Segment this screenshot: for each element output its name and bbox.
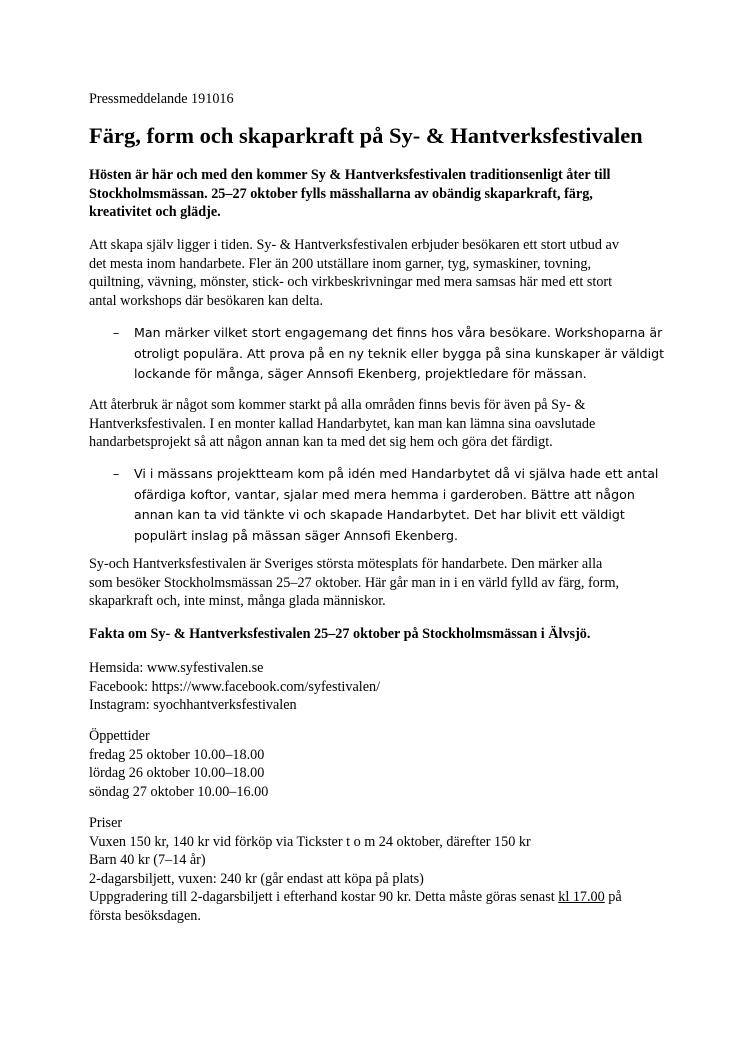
paragraph-line: skaparkraft och, inte minst, många glada människor. <box>89 593 386 609</box>
paragraph-line: antal workshops där besökaren kan delta. <box>89 292 324 309</box>
website-line: Hemsida: www.syfestivalen.se <box>89 660 264 676</box>
quote-line: otroligt populära. Att prova på en ny teknik eller bygga på sina kunskaper är väldigt <box>134 345 665 361</box>
quote-line: ofärdiga koftor, vantar, sjalar med mera hemma i garderoben. Bättre att någon <box>134 486 635 502</box>
hours-line: fredag 25 oktober 10.00–18.00 <box>89 746 265 763</box>
price-line: Vuxen 150 kr, 140 kr vid förköp via Tickster t o m 24 oktober, därefter 150 kr <box>89 833 531 850</box>
paragraph-line: det mesta inom handarbete. Fler än 200 utställare inom garner, tyg, symaskiner, tovning, <box>89 255 591 272</box>
quote-dash: – <box>113 325 120 340</box>
price-line: Barn 40 kr (7–14 år) <box>89 852 206 868</box>
hours-line: lördag 26 oktober 10.00–18.00 <box>89 765 265 781</box>
paragraph-line: Att skapa själv ligger i tiden. Sy- & Hantverksfestivalen erbjuder besökaren ett stort utbud av <box>89 237 619 253</box>
press-label: Pressmeddelande 191016 <box>89 91 234 107</box>
upgrade-time: kl 17.00 <box>558 889 605 905</box>
quote-line: populärt inslag på mässan säger Annsofi Ekenberg. <box>134 527 458 543</box>
paragraph-line: handarbetsprojekt så att någon annan kan ta med det sig hem och göra det färdigt. <box>89 434 553 450</box>
intro-paragraph <box>89 236 669 310</box>
quote-dash: – <box>113 466 120 481</box>
quote-line: annan kan ta vid tänkte vi och skapade Handarbytet. Det har blivit ett väldigt <box>134 507 625 522</box>
upgrade-line <box>89 888 689 907</box>
paragraph-line: som besöker Stockholmsmässan 25–27 oktober. Här går man in i en värld fylld av färg, form, <box>89 574 620 591</box>
quote-line: Man märker vilket stort engagemang det finns hos våra besökare. Workshoparna är <box>134 325 663 340</box>
hours-heading: Öppettider <box>89 728 150 744</box>
lead-line: Stockholmsmässan. 25–27 oktober fylls mässhallarna av obändig skaparkraft, färg, <box>89 185 593 202</box>
paragraph-line: quiltning, vävning, mönster, stick- och virkbeskrivningar med mera samsas här med ett stort <box>89 274 613 290</box>
opening-hours <box>89 727 669 801</box>
facts-heading: Fakta om Sy- & Hantverksfestivalen 25–27 oktober på Stockholmsmässan i Älvsjö. <box>89 626 591 642</box>
quote-line: lockande för många, säger Annsofi Ekenberg, projektledare för mässan. <box>134 366 587 381</box>
reuse-paragraph <box>89 396 669 452</box>
instagram-line: Instagram: syochhantverksfestivalen <box>89 697 297 713</box>
upgrade-text-end: på <box>604 889 622 905</box>
facebook-line: Facebook: https://www.facebook.com/syfestivalen/ <box>89 678 381 695</box>
lead-paragraph <box>89 166 669 222</box>
upgrade-line-2: första besöksdagen. <box>89 907 201 924</box>
price-line: 2-dagarsbiljett, vuxen: 240 kr (går endast att köpa på plats) <box>89 870 424 887</box>
upgrade-text: Uppgradering till 2-dagarsbiljett i efterhand kostar 90 kr. Detta måste göras senast <box>89 889 559 905</box>
prices <box>89 814 689 925</box>
hours-line: söndag 27 oktober 10.00–16.00 <box>89 783 269 800</box>
quote-line: Vi i mässans projektteam kom på idén med Handarbytet då vi själva hade ett antal <box>134 466 659 481</box>
lead-line: Hösten är här och med den kommer Sy & Hantverksfestivalen traditionsenligt åter till <box>89 167 611 183</box>
paragraph-line: Sy-och Hantverksfestivalen är Sveriges största mötesplats för handarbete. Den märker alla <box>89 556 603 572</box>
page-title: Färg, form och skaparkraft på Sy- & Hantverksfestivalen <box>89 123 643 148</box>
paragraph-line: Hantverksfestivalen. I en monter kallad Handarbytet, kan man kan lämna sina oavslutade <box>89 415 596 432</box>
links-list <box>89 659 669 715</box>
prices-heading: Priser <box>89 815 123 831</box>
summary-paragraph <box>89 555 669 611</box>
paragraph-line: Att återbruk är något som kommer starkt på alla områden finns bevis för även på Sy- & <box>89 397 586 413</box>
lead-line: kreativitet och glädje. <box>89 204 221 220</box>
